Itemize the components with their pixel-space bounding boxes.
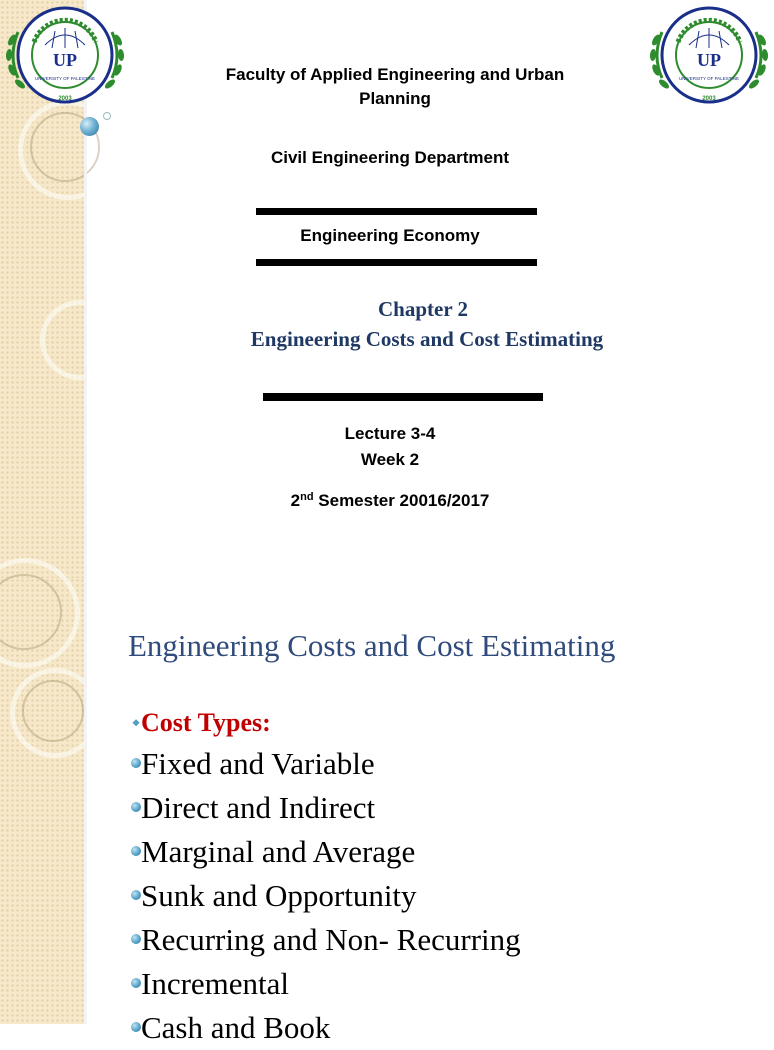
cost-types-list [131,704,521,1050]
list-item-label: Direct and Indirect [141,790,376,825]
chapter-title: Engineering Costs and Cost Estimating [250,327,604,351]
decorative-arc [22,680,84,742]
university-logo-left [0,0,130,112]
decorative-sidebar [0,578,84,1024]
semester-ordinal: nd [300,491,314,503]
slide-title: Engineering Costs and Cost Estimating [128,628,616,663]
bullet-icon [131,890,141,900]
list-item [131,962,521,1006]
divider-line [256,259,537,266]
semester-number: 2 [290,491,301,510]
bullet-icon [131,934,141,944]
content-slide [0,578,768,1045]
diamond-bullet-icon: ❖ [132,718,141,728]
bullet-icon [131,1022,141,1032]
list-item-label: Sunk and Opportunity [141,878,417,913]
list-item-label: Cash and Book [141,1010,331,1045]
list-item [131,1006,521,1050]
list-item [131,742,521,786]
logo-year: 2003 [702,96,716,102]
list-item-label: Recurring and Non- Recurring [141,922,521,957]
logo-ring-text: UNIVERSITY OF PALESTINE [678,76,740,81]
sidebar-edge [84,578,87,1024]
logo-text: UP [697,50,721,70]
logo-ring-text: UNIVERSITY OF PALESTINE [34,76,96,81]
semester-text: Semester 20016/2017 [313,491,490,510]
bullet-icon [131,758,141,768]
list-item [131,918,521,962]
list-item-label: Fixed and Variable [141,746,375,781]
list-item [131,874,521,918]
chapter-number: Chapter 2 [377,297,469,321]
logo-year: 2003 [58,96,72,102]
bullet-icon [131,802,141,812]
divider-line [256,208,537,215]
logo-text: UP [53,50,77,70]
faculty-name: Faculty of Applied Engineering and Urban Planning [225,65,565,108]
decorative-circle [40,300,120,380]
list-item [131,830,521,874]
list-item-label: Incremental [141,966,290,1001]
list-item-label: Marginal and Average [141,834,416,869]
list-heading [131,704,521,742]
bullet-icon [131,846,141,856]
university-logo-right [644,0,774,112]
department-name: Civil Engineering Department [270,148,510,167]
list-heading-label: Cost Types: [141,708,271,737]
list-item [131,786,521,830]
semester [160,485,620,513]
course-name: Engineering Economy [300,226,480,245]
orb-bullet-icon [80,117,99,136]
bullet-icon [131,978,141,988]
week-number: Week 2 [360,450,420,469]
divider-line [263,393,543,401]
ring-icon [103,112,111,120]
lecture-number: Lecture 3-4 [344,424,436,443]
